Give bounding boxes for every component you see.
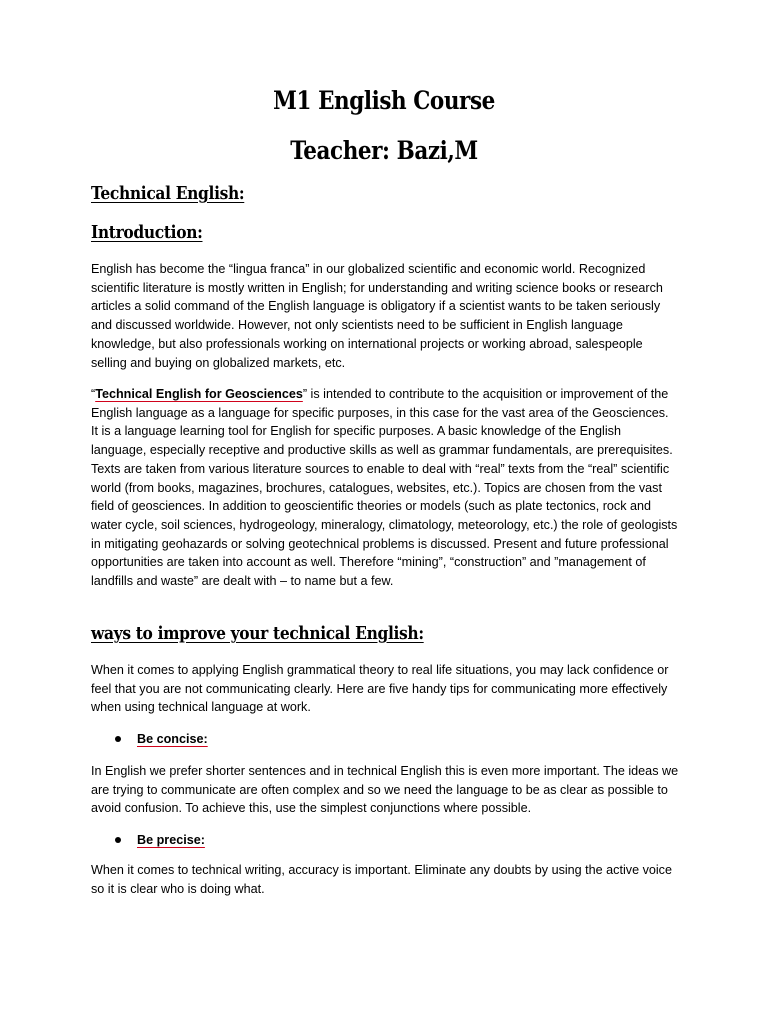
ways-heading: ways to improve your technical English: — [91, 623, 424, 644]
technical-english-heading: Technical English: — [91, 183, 245, 204]
bullet-label-precise: Be precise: — [137, 833, 205, 847]
bullet-label-concise: Be concise: — [137, 732, 208, 746]
concise-paragraph: In English we prefer shorter sentences and in technical English this is even more important. The ideas we are trying to communicate are often complex and so we need the language to be as clear as possible to avoid confusion. To achieve this, use the simplest conjunctions where possible. — [91, 764, 679, 816]
precise-paragraph: When it comes to technical writing, accuracy is important. Eliminate any doubts by using the active voice so it is clear who is doing what. — [91, 863, 672, 896]
bullet-icon — [115, 736, 121, 742]
bullet-icon — [115, 837, 121, 843]
tef-open-quote: “ — [91, 387, 96, 401]
bullet-item-precise — [115, 831, 205, 849]
tef-title: Technical English for Geosciences — [95, 387, 303, 401]
bullet-item-concise — [115, 730, 208, 748]
intro-paragraph: English has become the “lingua franca” in our globalized scientific and economic world. Recognized scientific literature is mostly written in English; for understanding and writing science books or research articles a solid command of the English language is obligatory if a scientist wants to be taken seriously and discussed worldwide. However, not only scientists need to be sufficient in English language knowledge, but also professionals working on international projects or working abroad, salespeople selling and buying on globalized markets, etc. — [91, 262, 663, 370]
teacher-title: Teacher: Bazi,M — [290, 136, 478, 165]
course-title: M1 English Course — [273, 86, 495, 115]
introduction-heading: Introduction: — [91, 222, 203, 243]
tef-paragraph-text: is intended to contribute to the acquisition or improvement of the English language as a language for specific purposes, in this case for the vast area of the Geosciences. It is a language learning tool for English for specific purposes. A basic knowledge of the English language, especially receptive and productive skills as well as grammar fundamentals, are prerequisites. Texts are taken from various literature sources to enable to deal with “real” texts from the “real” scientific world (from books, magazines, brochures, catalogues, websites, etc.). Topics are chosen from the vast field of geosciences. In addition to geoscientific theories or models (such as plate tectonics, rock and water cycle, soil sciences, hydrogeology, mineralogy, climatology, meteorology, etc.) the role of geologists in mitigating geohazards or solving geotechnical problems is discussed. Present and future professional opportunities are taken into account as well. Therefore “mining”, “construction” and ”management of landfills and waste” are dealt with – to name but a few. — [91, 387, 678, 589]
tef-paragraph — [91, 385, 679, 591]
ways-paragraph: When it comes to applying English grammatical theory to real life situations, you may lack confidence or feel that you are not communicating clearly. Here are five handy tips for communicating more effectively when using technical language at work. — [91, 663, 669, 715]
tef-close-quote: ” — [302, 387, 308, 401]
